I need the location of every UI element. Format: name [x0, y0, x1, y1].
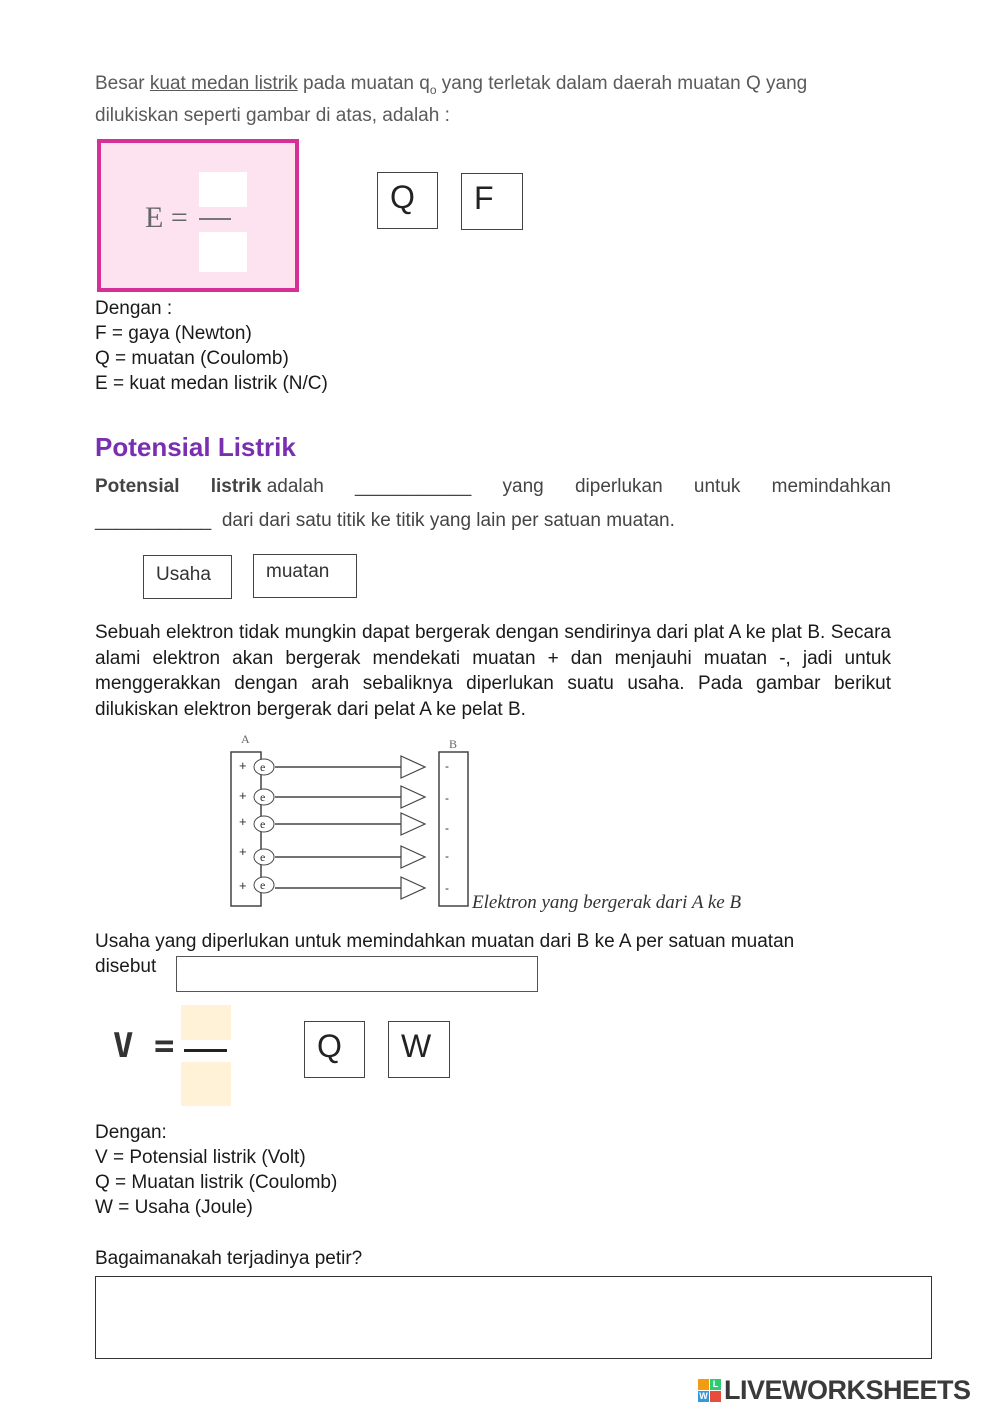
formula-e-box [97, 139, 299, 292]
minus-sign: - [445, 881, 449, 895]
def-word: adalah [266, 476, 324, 497]
numerator-drop-zone[interactable] [199, 172, 247, 207]
minus-sign: - [445, 849, 449, 863]
electron-label: e [260, 760, 266, 774]
intro-text-pre: Besar [95, 73, 150, 94]
def-word: memindahkan [771, 476, 891, 497]
definition-line2 [95, 508, 675, 533]
blank-2[interactable]: ___________ [95, 510, 212, 531]
plus-sign: + [239, 878, 247, 893]
plus-sign: + [239, 814, 247, 829]
electron-label: e [260, 850, 266, 864]
electron-row [239, 756, 449, 778]
legend-2-item: W = Usaha (Joule) [95, 1197, 253, 1218]
def-bold-word: listrik [210, 476, 262, 497]
minus-sign: - [445, 759, 449, 773]
electron-label: e [260, 817, 266, 831]
legend-2-item: V = Potensial listrik (Volt) [95, 1147, 306, 1168]
electron-row [239, 786, 449, 808]
plate-a-label: A [241, 732, 250, 746]
electron-diagram [225, 728, 785, 918]
legend-1 [95, 296, 328, 396]
plus-sign: + [239, 758, 247, 773]
plate-b-label: B [449, 737, 458, 751]
intro-text-post: yang terletak dalam daerah muatan Q yang [436, 73, 808, 94]
minus-sign: - [445, 791, 449, 805]
electron-row [239, 877, 449, 899]
arrow-head [401, 813, 425, 835]
def-bold-word: Potensial [95, 476, 180, 497]
answer1-input[interactable] [176, 956, 538, 992]
arrow-head [401, 786, 425, 808]
fraction-bar [199, 218, 231, 220]
denominator-drop-zone[interactable] [181, 1062, 231, 1106]
electron-paragraph: Sebuah elektron tidak mungkin dapat bergerak dengan sendirinya dari plat A ke plat B. Secara alami elektron akan bergerak mendekati muatan + dan menjauhi muatan -, jadi untuk menggerakkan dengan arah sebaliknya diperlukan suatu usaha. Pada gambar berikut dilukiskan elektron bergerak dari pelat A ke pelat B. [95, 622, 891, 720]
kuat-medan-listrik-link: kuat medan listrik [149, 73, 298, 94]
intro-subscript: o [429, 82, 437, 97]
legend-2-title: Dengan: [95, 1122, 167, 1143]
electron-row [239, 813, 449, 835]
fraction-bar [184, 1049, 227, 1052]
def-word: untuk [693, 476, 741, 497]
legend-2 [95, 1120, 337, 1220]
definition-line1 [95, 474, 891, 499]
blank-1[interactable]: ___________ [355, 476, 472, 497]
legend-1-item: E = kuat medan listrik (N/C) [95, 373, 328, 394]
brand-wordmark[interactable]: LIVEWORKSHEETS [724, 1375, 971, 1405]
plus-sign: + [239, 788, 247, 803]
intro-paragraph [95, 71, 895, 128]
legend-2-item: Q = Muatan listrik (Coulomb) [95, 1172, 338, 1193]
plate-b [439, 752, 468, 906]
def-line2-text: dari dari satu titik ke titik yang lain per satuan muatan. [221, 510, 675, 531]
arrow-head [401, 877, 425, 899]
question1-line2: disebut [95, 956, 157, 977]
def-word: diperlukan [574, 476, 663, 497]
drag-option-usaha[interactable]: Usaha [143, 555, 232, 599]
def-word: yang [502, 476, 544, 497]
drag-option-f[interactable]: F [461, 173, 523, 230]
arrow-head [401, 846, 425, 868]
numerator-drop-zone[interactable] [181, 1005, 231, 1040]
electron-row [239, 844, 449, 868]
diagram-caption: Elektron yang bergerak dari A ke B [472, 892, 742, 913]
question1-line1: Usaha yang diperlukan untuk memindahkan muatan dari B ke A per satuan muatan [95, 931, 795, 952]
arrow-head [401, 756, 425, 778]
electron-label: e [260, 790, 266, 804]
denominator-drop-zone[interactable] [199, 232, 247, 272]
logo-letter: W [699, 1391, 708, 1401]
legend-1-item: F = gaya (Newton) [95, 323, 252, 344]
intro-line2: dilukiskan seperti gambar di atas, adalah : [95, 104, 450, 126]
formula-v-lhs: V = [113, 1026, 175, 1066]
answer2-textarea[interactable] [95, 1276, 932, 1359]
drag-option-muatan[interactable]: muatan [253, 554, 357, 598]
legend-1-item: Q = muatan (Coulomb) [95, 348, 289, 369]
question2: Bagaimanakah terjadinya petir? [95, 1248, 363, 1269]
plus-sign: + [239, 844, 247, 859]
logo-letter: L [710, 1379, 721, 1390]
drag-option-w[interactable]: W [388, 1021, 450, 1078]
minus-sign: - [445, 821, 449, 835]
formula-e-lhs: E = [145, 201, 188, 234]
intro-text-mid: pada muatan q [297, 73, 430, 94]
drag-option-q[interactable]: Q [304, 1021, 365, 1078]
drag-option-q[interactable]: Q [377, 172, 438, 229]
electron-label: e [260, 878, 266, 892]
legend-1-title: Dengan : [95, 298, 173, 319]
liveworksheets-logo-icon [698, 1379, 722, 1403]
section-heading: Potensial Listrik [95, 432, 296, 462]
